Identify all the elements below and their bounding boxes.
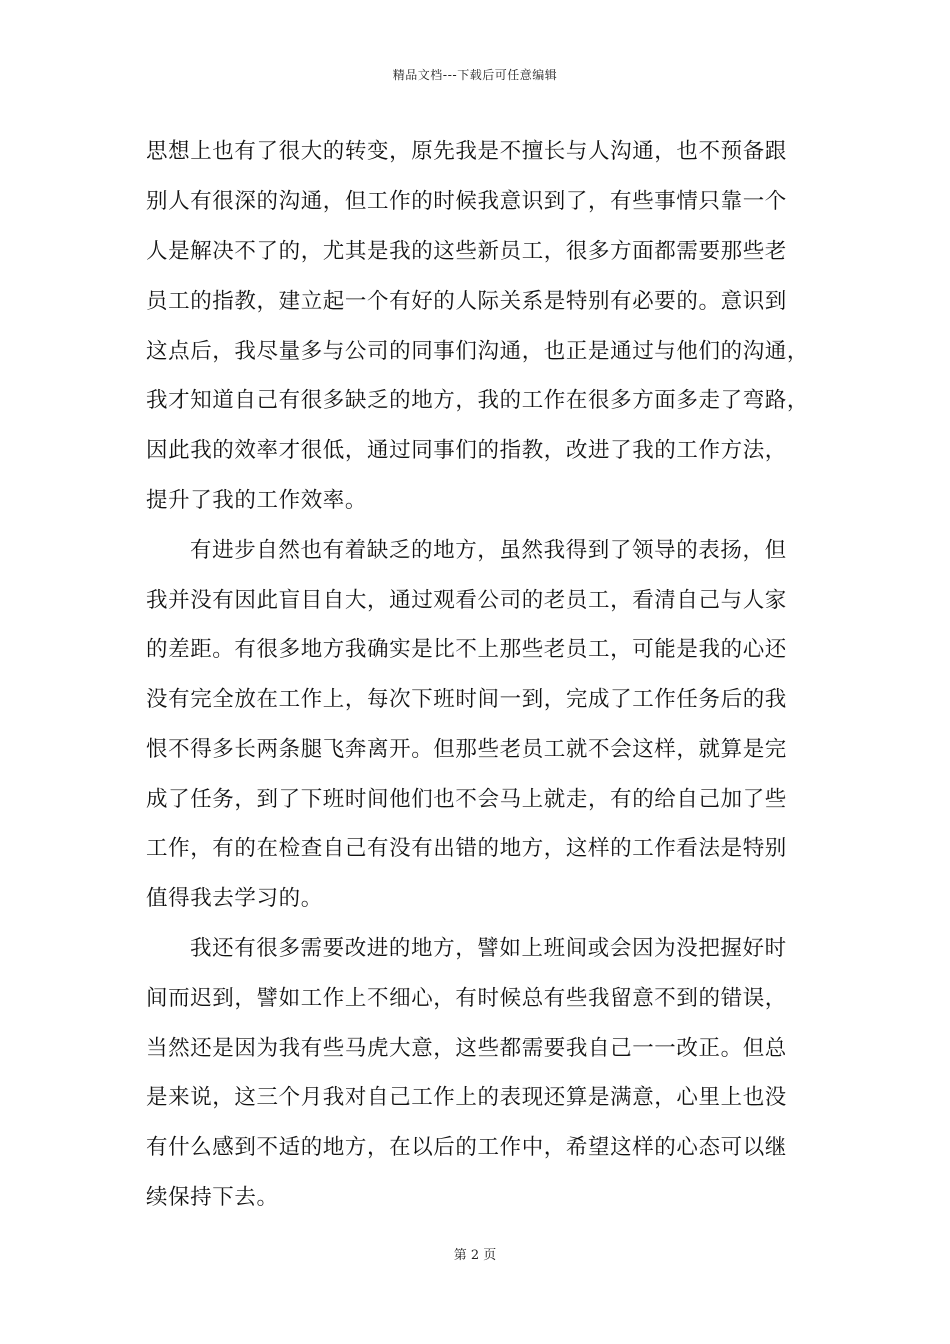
paragraph-line: 提升了我的工作效率。 — [146, 488, 368, 513]
paragraph-line: 当然还是因为我有些马虎大意，这些都需要我自己一一改正。但总 — [146, 1036, 787, 1061]
paragraph-line: 的差距。有很多地方我确实是比不上那些老员工，可能是我的心还 — [146, 637, 787, 662]
paragraph-line: 这点后，我尽量多与公司的同事们沟通，也正是通过与他们的沟通， — [146, 339, 810, 364]
paragraph-line: 恨不得多长两条腿飞奔离开。但那些老员工就不会这样，就算是完 — [146, 737, 787, 762]
paragraph-line: 有什么感到不适的地方，在以后的工作中，希望这样的心态可以继 — [146, 1135, 787, 1160]
paragraph-line: 工作，有的在检查自己有没有出错的地方，这样的工作看法是特别 — [146, 836, 787, 861]
paragraph-line: 值得我去学习的。 — [146, 886, 323, 911]
paragraph-line: 别人有很深的沟通，但工作的时候我意识到了，有些事情只靠一个 — [146, 189, 787, 214]
paragraph-line: 思想上也有了很大的转变，原先我是不擅长与人沟通，也不预备跟 — [146, 139, 787, 164]
paragraph-line: 没有完全放在工作上，每次下班时间一到，完成了工作任务后的我 — [146, 687, 787, 712]
paragraph-line: 员工的指教，建立起一个有好的人际关系是特别有必要的。意识到 — [146, 289, 787, 314]
paragraph-line: 有进步自然也有着缺乏的地方，虽然我得到了领导的表扬，但 — [190, 538, 787, 563]
page-number: 第 2 页 — [453, 1248, 497, 1263]
paragraph-line: 因此我的效率才很低，通过同事们的指教，改进了我的工作方法， — [146, 438, 787, 463]
paragraph-line: 是来说，这三个月我对自己工作上的表现还算是满意，心里上也没 — [146, 1085, 787, 1110]
paragraph-line: 间而迟到，譬如工作上不细心，有时候总有些我留意不到的错误， — [146, 986, 787, 1011]
page-header: 精品文档---下载后可任意编辑 — [392, 68, 558, 82]
paragraph-line: 续保持下去。 — [146, 1185, 279, 1210]
paragraph-line: 我并没有因此盲目自大，通过观看公司的老员工，看清自己与人家 — [146, 588, 787, 613]
paragraph-line: 人是解决不了的，尤其是我的这些新员工，很多方面都需要那些老 — [146, 239, 787, 264]
paragraph-line: 成了任务，到了下班时间他们也不会马上就走，有的给自己加了些 — [146, 787, 787, 812]
paragraph-line: 我才知道自己有很多缺乏的地方，我的工作在很多方面多走了弯路， — [146, 388, 810, 413]
paragraph-line: 我还有很多需要改进的地方，譬如上班间或会因为没把握好时 — [190, 936, 787, 961]
